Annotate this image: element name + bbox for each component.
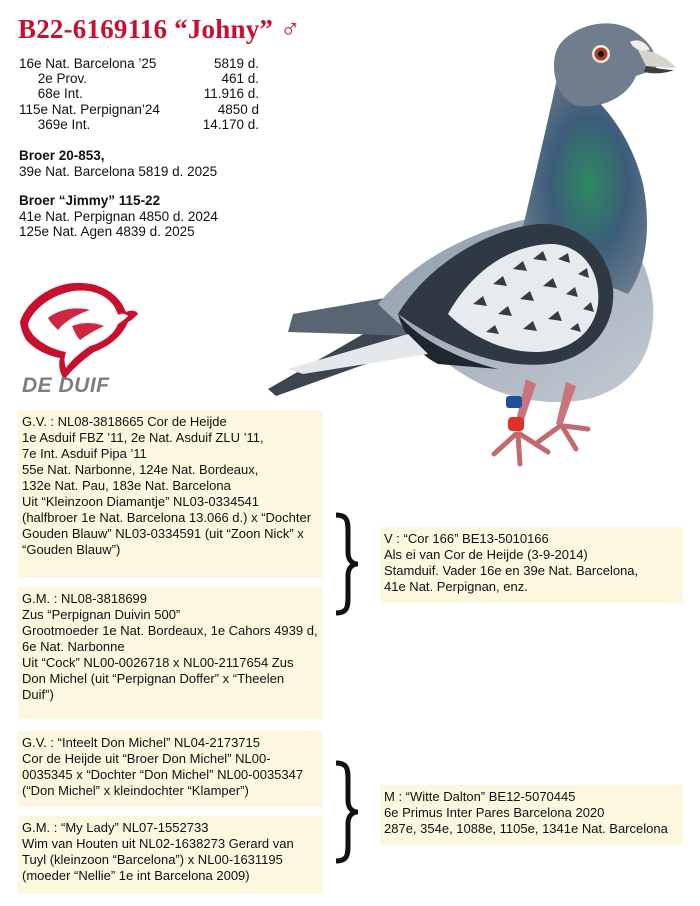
sibling-line: 41e Nat. Perpignan 4850 d. 2024 (19, 208, 218, 224)
pedigree-grandsire-dam (18, 731, 323, 807)
result-label: 16e Nat. Barcelona ’25 (19, 56, 157, 71)
pedigree-line: 0035345 x “Dochter “Don Michel” NL00-0035347 (22, 767, 304, 782)
pedigree-granddam-dam (18, 816, 323, 894)
pedigree-line: Grootmoeder 1e Nat. Bordeaux, 1e Cahors 4939 d, (22, 623, 318, 638)
result-row (19, 71, 259, 86)
sibling-line: 39e Nat. Barcelona 5819 d. 2025 (19, 163, 218, 179)
sibling-brother-1 (19, 148, 217, 179)
pedigree-line: Cor de Heijde uit “Broer Don Michel” NL00- (22, 751, 271, 766)
sibling-heading: Broer 20-853, (19, 148, 105, 163)
sibling-line: 125e Nat. Agen 4839 d. 2025 (19, 224, 195, 239)
pedigree-line: 1e Asduif FBZ ’11, 2e Nat. Asduif ZLU ’11, (22, 430, 264, 445)
pedigree-sire (380, 527, 683, 603)
pedigree-line: (halfbroer 1e Nat. Barcelona 13.066 d.) x “Dochter (22, 510, 312, 525)
pedigree-line: (moeder “Nellie” 1e int Barcelona 2009) (22, 868, 250, 883)
pedigree-line: 55e Nat. Narbonne, 124e Nat. Bordeaux, (22, 462, 259, 477)
pedigree-line: “Gouden Blauw”) (22, 542, 121, 557)
result-value: 5819 d. (213, 56, 259, 71)
pedigree-line: M : “Witte Dalton” BE12-5070445 (384, 789, 576, 804)
brace-sire (332, 512, 362, 616)
result-row (19, 56, 259, 71)
sibling-heading: Broer “Jimmy” 115-22 (19, 193, 161, 208)
pedigree-line: Don Michel (uit “Perpignan Doffer” x “Theelen (22, 671, 285, 686)
result-label: 115e Nat. Perpignan’24 (19, 101, 160, 117)
result-value: 11.916 d. (203, 86, 259, 102)
result-label: 2e Prov. (19, 71, 88, 87)
pedigree-line: Uit “Kleinzoon Diamantje” NL03-0334541 (22, 494, 260, 509)
result-value: 461 d. (221, 71, 259, 87)
pedigree-line: V : “Cor 166” BE13-5010166 (384, 531, 549, 546)
pedigree-line: Tuyl (kleinzoon “Barcelona”) x NL00-1631195 (22, 852, 283, 867)
pedigree-line: 287e, 354e, 1088e, 1105e, 1341e Nat. Barcelona (384, 821, 668, 836)
result-value: 4850 d (217, 101, 259, 117)
result-row (19, 86, 259, 101)
pedigree-line: Gouden Blauw” NL03-0334591 (uit “Zoon Nick” x (22, 526, 304, 541)
pedigree-line: 132e Nat. Pau, 183e Nat. Barcelona (22, 478, 231, 493)
results-list (19, 56, 259, 132)
pedigree-line: G.M. : “My Lady” NL07-1552733 (22, 820, 209, 835)
pedigree-dam (380, 785, 683, 845)
brace-dam (332, 760, 362, 864)
pedigree-line: 6e Primus Inter Pares Barcelona 2020 (384, 805, 605, 820)
pedigree-line: Zus “Perpignan Duivin 500” (22, 607, 181, 622)
pedigree-line: Als ei van Cor de Heijde (3-9-2014) (384, 547, 588, 562)
pedigree-line: Duif”) (22, 687, 54, 702)
pedigree-line: G.V. : NL08-3818665 Cor de Heijde (22, 414, 227, 429)
logo-text: DE DUIF (22, 374, 110, 397)
result-label: 369e Int. (19, 116, 91, 132)
pedigree-line: 6e Nat. Narbonne (22, 639, 125, 654)
result-row (19, 117, 259, 132)
pedigree-granddam-sire (18, 587, 323, 719)
pedigree-line: (“Don Michel” x kleindochter “Klamper”) (22, 783, 249, 798)
result-label: 68e Int. (19, 86, 83, 102)
pedigree-line: G.V. : “Inteelt Don Michel” NL04-2173715 (22, 735, 260, 750)
pedigree-line: 7e Int. Asduif Pipa ’11 (22, 446, 147, 461)
result-value: 14.170 d. (202, 116, 259, 132)
pedigree-line: G.M. : NL08-3818699 (22, 591, 148, 606)
pedigree-line: 41e Nat. Perpignan, enz. (384, 579, 528, 594)
sibling-brother-2 (19, 193, 218, 240)
pedigree-line: Uit “Cock” NL00-0026718 x NL00-2117654 Zus (22, 655, 294, 670)
pedigree-grandsire-sire (18, 410, 323, 578)
pedigree-line: Wim van Houten uit NL02-1638273 Gerard van (22, 836, 294, 851)
pedigree-line: Stamduif. Vader 16e en 39e Nat. Barcelona, (384, 563, 639, 578)
page-title: B22-6169116 “Johny” ♂ (18, 14, 301, 44)
result-row (19, 102, 259, 117)
